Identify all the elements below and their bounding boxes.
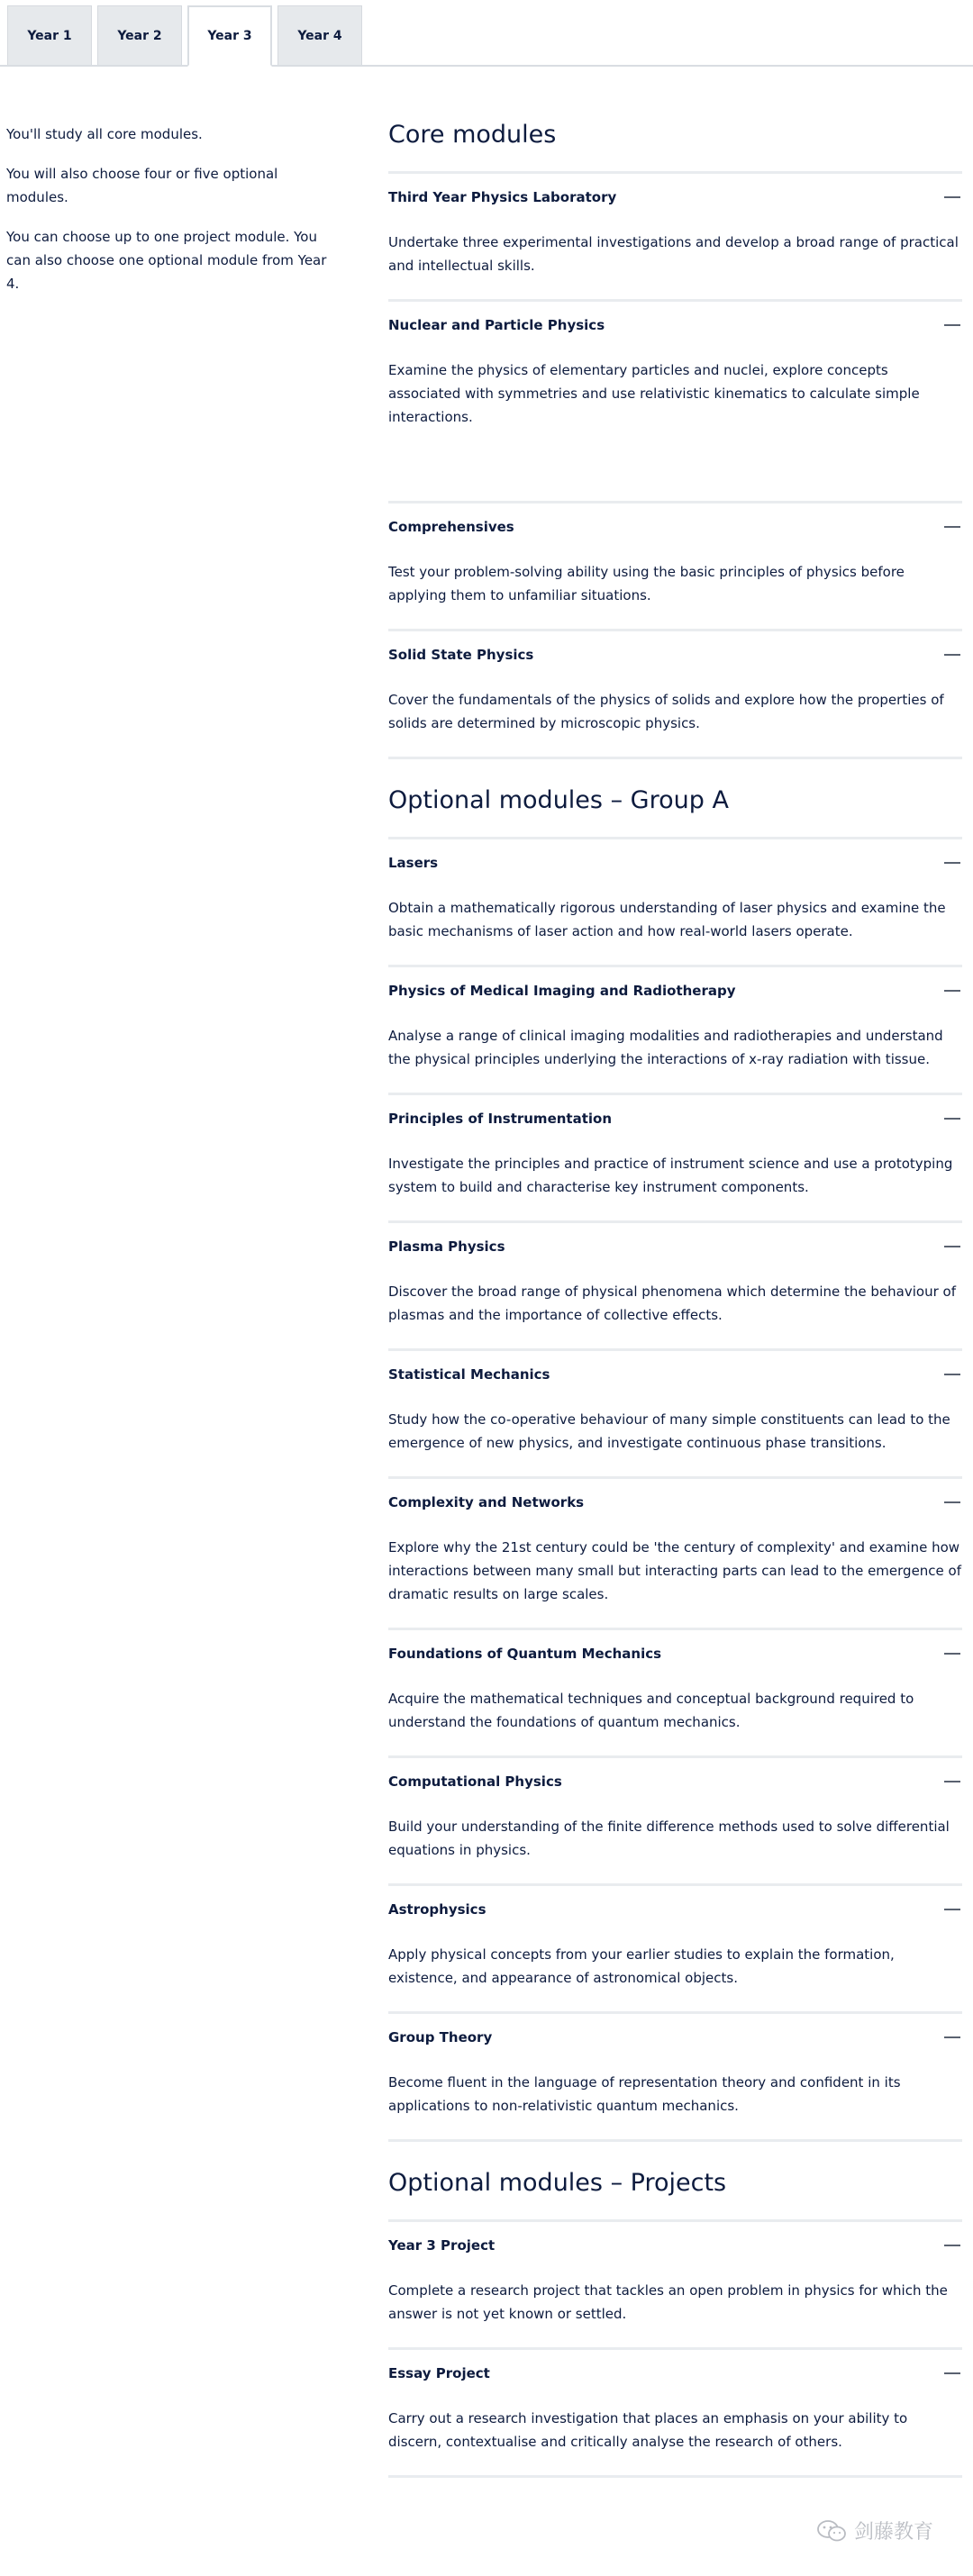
- module-title: Foundations of Quantum Mechanics: [388, 1646, 662, 1662]
- module-header[interactable]: [388, 313, 962, 337]
- module-item: [388, 629, 962, 757]
- module-item: [388, 299, 962, 501]
- section-title: Core modules: [388, 121, 557, 149]
- collapse-icon[interactable]: [944, 1374, 960, 1375]
- module-description: Build your understanding of the finite difference methods used to solve differential equations in physics.: [388, 1819, 950, 1858]
- module-header[interactable]: [388, 1363, 962, 1386]
- module-header[interactable]: [388, 1898, 962, 1921]
- module-description: Undertake three experimental investigations and develop a broad range of practical and intellectual skills.: [388, 234, 959, 274]
- module-title: Group Theory: [388, 2029, 493, 2045]
- year-tabs: [0, 0, 973, 67]
- tab-year-3[interactable]: Year 3: [187, 5, 272, 67]
- module-description: Complete a research project that tackles an open problem in physics for which the answer is not yet known or settled.: [388, 2282, 948, 2322]
- module-description: Investigate the principles and practice of instrument science and use a prototyping system to build and characterise key instrument components.: [388, 1156, 953, 1195]
- collapse-icon[interactable]: [944, 862, 960, 864]
- watermark: [816, 2517, 933, 2544]
- wechat-icon: [816, 2519, 847, 2543]
- module-header[interactable]: [388, 1642, 962, 1665]
- module-header[interactable]: [388, 2026, 962, 2049]
- module-item: [388, 1883, 962, 2011]
- module-title: Third Year Physics Laboratory: [388, 189, 617, 205]
- module-description: Discover the broad range of physical phenomena which determine the behaviour of plasmas and the importance of collective effects.: [388, 1283, 956, 1323]
- module-item: [388, 1628, 962, 1755]
- intro-line-core: You'll study all core modules.: [6, 126, 203, 142]
- module-description: Carry out a research investigation that places an emphasis on your ability to discern, contextualise and critically analyse the research of others.: [388, 2410, 908, 2450]
- module-item: [388, 1093, 962, 1220]
- tab-year-2[interactable]: Year 2: [97, 5, 182, 65]
- module-header[interactable]: [388, 515, 962, 539]
- section-divider: [388, 757, 962, 759]
- watermark-text: 剑藤教育: [854, 2521, 934, 2544]
- module-item: [388, 965, 962, 1093]
- module-title: Plasma Physics: [388, 1238, 505, 1255]
- module-item: [388, 171, 962, 299]
- module-title: Solid State Physics: [388, 647, 534, 663]
- collapse-icon[interactable]: [944, 1118, 960, 1120]
- module-item: [388, 1348, 962, 1476]
- module-item: [388, 501, 962, 629]
- section-divider: [388, 2475, 962, 2478]
- module-header[interactable]: [388, 979, 962, 1002]
- module-item: [388, 2011, 962, 2139]
- collapse-icon[interactable]: [944, 2372, 960, 2374]
- module-header[interactable]: [388, 1770, 962, 1793]
- section-optional-group-a: [388, 779, 962, 2142]
- module-header[interactable]: [388, 186, 962, 209]
- module-header[interactable]: [388, 643, 962, 667]
- module-description: Apply physical concepts from your earlier studies to explain the formation, existence, and appearance of astronomical objects.: [388, 1946, 895, 1986]
- tab-year-4[interactable]: Year 4: [277, 5, 362, 65]
- collapse-icon[interactable]: [944, 1246, 960, 1247]
- module-description: Cover the fundamentals of the physics of solids and explore how the properties of solids are determined by microscopic physics.: [388, 692, 944, 731]
- section-optional-projects: [388, 2162, 962, 2478]
- collapse-icon[interactable]: [944, 324, 960, 326]
- collapse-icon[interactable]: [944, 2036, 960, 2038]
- module-description: Obtain a mathematically rigorous understanding of laser physics and examine the basic mechanisms of laser action and how real-world lasers operate.: [388, 900, 946, 939]
- module-title: Complexity and Networks: [388, 1494, 585, 1510]
- collapse-icon[interactable]: [944, 1501, 960, 1503]
- intro-line-optional: You will also choose four or five optional modules.: [6, 166, 278, 205]
- collapse-icon[interactable]: [944, 196, 960, 198]
- module-title: Astrophysics: [388, 1901, 486, 1918]
- tab-year-1[interactable]: Year 1: [7, 5, 92, 65]
- module-title: Nuclear and Particle Physics: [388, 317, 605, 333]
- module-title: Principles of Instrumentation: [388, 1111, 613, 1127]
- module-title: Comprehensives: [388, 519, 514, 535]
- module-header[interactable]: [388, 851, 962, 875]
- module-title: Computational Physics: [388, 1773, 562, 1790]
- module-description: Acquire the mathematical techniques and conceptual background required to understand the foundations of quantum mechanics.: [388, 1691, 914, 1730]
- module-item: [388, 1476, 962, 1628]
- module-item: [388, 837, 962, 965]
- module-header[interactable]: [388, 2234, 962, 2257]
- module-description: Study how the co-operative behaviour of many simple constituents can lead to the emergence of new physics, and investigate continuous phase transitions.: [388, 1411, 950, 1451]
- section-core-modules: [388, 113, 962, 759]
- module-description: Analyse a range of clinical imaging modalities and radiotherapies and understand the physical principles underlying the interactions of x-ray radiation with tissue.: [388, 1028, 943, 1067]
- module-header[interactable]: [388, 1107, 962, 1130]
- module-description: Become fluent in the language of representation theory and confident in its applications to non-relativistic quantum mechanics.: [388, 2074, 901, 2114]
- collapse-icon[interactable]: [944, 1909, 960, 1910]
- module-item: [388, 2219, 962, 2347]
- module-item: [388, 2347, 962, 2475]
- intro-line-project: You can choose up to one project module. You can also choose one optional module from Year 4.: [6, 229, 327, 292]
- module-header[interactable]: [388, 1491, 962, 1514]
- collapse-icon[interactable]: [944, 1781, 960, 1782]
- module-list: [388, 113, 962, 2498]
- module-header[interactable]: [388, 2362, 962, 2385]
- module-header[interactable]: [388, 1235, 962, 1258]
- module-description: Test your problem-solving ability using the basic principles of physics before applying them to unfamiliar situations.: [388, 564, 905, 603]
- module-item: [388, 1220, 962, 1348]
- module-item: [388, 1755, 962, 1883]
- section-title: Optional modules – Projects: [388, 2169, 727, 2197]
- section-divider: [388, 2139, 962, 2142]
- module-title: Year 3 Project: [388, 2237, 496, 2254]
- collapse-icon[interactable]: [944, 990, 960, 992]
- section-title: Optional modules – Group A: [388, 786, 729, 814]
- module-title: Lasers: [388, 855, 439, 871]
- intro-text: [6, 122, 331, 312]
- module-description: Explore why the 21st century could be 'the century of complexity' and examine how interactions between many small but interacting parts can lead to the emergence of dramatic results on large scales.: [388, 1539, 962, 1602]
- module-description: Examine the physics of elementary particles and nuclei, explore concepts associated with symmetries and use relativistic kinematics to calculate simple interactions.: [388, 362, 920, 425]
- module-title: Statistical Mechanics: [388, 1366, 550, 1383]
- collapse-icon[interactable]: [944, 654, 960, 656]
- collapse-icon[interactable]: [944, 2245, 960, 2246]
- module-title: Physics of Medical Imaging and Radiotherapy: [388, 983, 736, 999]
- module-title: Essay Project: [388, 2365, 490, 2381]
- collapse-icon[interactable]: [944, 526, 960, 528]
- collapse-icon[interactable]: [944, 1653, 960, 1655]
